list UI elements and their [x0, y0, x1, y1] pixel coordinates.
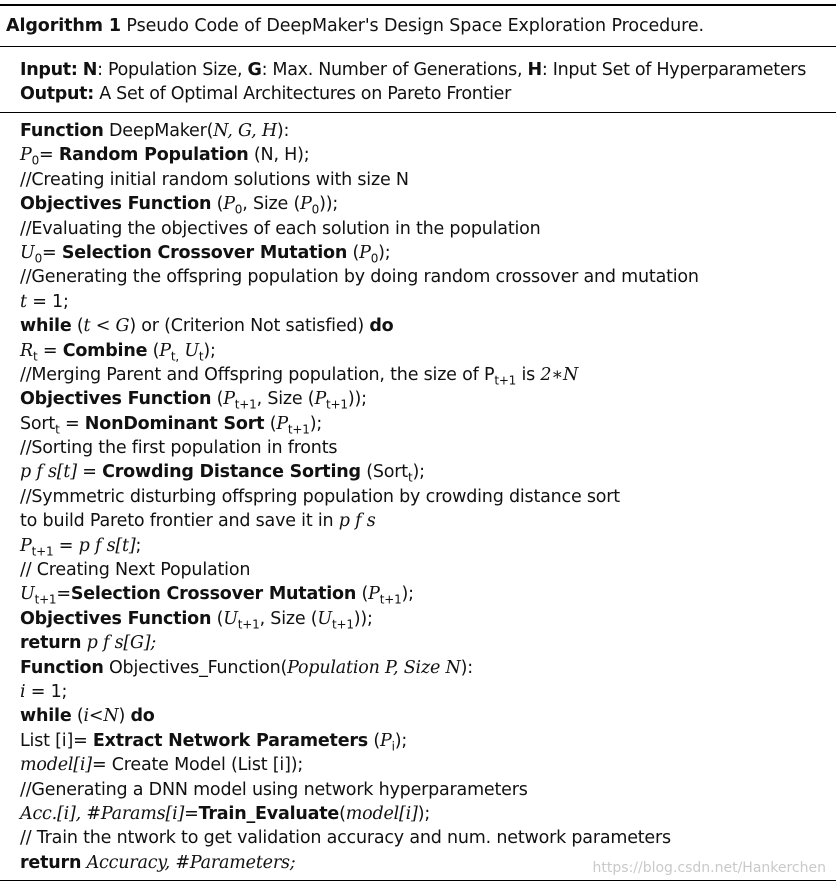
- code-token: U: [184, 340, 199, 361]
- code-token: 0: [234, 202, 243, 217]
- code-token: P: [223, 389, 235, 410]
- code-line: [20, 509, 699, 533]
- io-block: [20, 58, 832, 106]
- code-line: [20, 168, 699, 192]
- code-line: [20, 290, 699, 314]
- code-token: G: [247, 60, 262, 80]
- code-token: while: [20, 316, 72, 337]
- algorithm-title: Pseudo Code of DeepMaker's Design Space Exploration Procedure.: [126, 16, 704, 36]
- code-token: ) or (Criterion Not satisfied): [129, 316, 370, 337]
- code-token: p f s[G];: [86, 633, 157, 654]
- code-token: t: [407, 470, 413, 485]
- code-token: //Creating initial random solutions with size N: [20, 169, 409, 190]
- code-token: List [i]=: [20, 730, 93, 751]
- code-token: Function: [20, 657, 104, 678]
- code-token: : Population Size,: [97, 60, 248, 80]
- code-token: to build Pareto frontier and save it in: [20, 511, 339, 532]
- code-line: [20, 217, 699, 241]
- code-token: t: [20, 291, 27, 312]
- code-token: Train_Evaluate: [198, 803, 340, 824]
- code-token: 0: [370, 251, 379, 266]
- code-line: [20, 631, 699, 655]
- code-line: [20, 826, 699, 850]
- code-token: i: [20, 681, 26, 702]
- code-line: [20, 485, 699, 509]
- code-token: Crowding Distance Sorting: [102, 462, 361, 483]
- code-token: t+1: [234, 397, 257, 412]
- code-token: , Size (: [242, 194, 301, 215]
- code-token: (: [356, 584, 369, 605]
- code-token: N: [82, 60, 98, 80]
- code-token: P: [380, 730, 392, 751]
- code-line: [20, 265, 699, 289]
- code-token: );: [412, 462, 425, 483]
- algorithm-label: Algorithm 1: [6, 16, 121, 36]
- input-line: [20, 58, 832, 82]
- code-token: P: [20, 535, 32, 556]
- code-token: = 1;: [25, 681, 68, 702]
- code-token: Population P, Size N: [287, 657, 461, 678]
- code-token: p f s: [338, 511, 376, 532]
- code-token: =: [53, 535, 79, 556]
- code-line: [20, 778, 699, 802]
- code-token: //Sorting the first population in fronts: [20, 438, 338, 459]
- code-token: , Size (: [256, 389, 315, 410]
- output-line: [20, 82, 832, 106]
- algorithm-caption: [6, 16, 704, 36]
- code-token: = 1;: [26, 291, 69, 312]
- output-label: Output:: [20, 84, 94, 104]
- code-token: Sort: [20, 413, 56, 434]
- code-token: t: [198, 349, 204, 364]
- code-token: t+1: [31, 544, 54, 559]
- code-token: DeepMaker(: [103, 121, 214, 141]
- code-token: (: [211, 608, 224, 629]
- code-token: , Size (: [259, 608, 318, 629]
- code-token: do: [130, 706, 155, 727]
- code-token: Objectives_Function(: [103, 657, 288, 678]
- code-token: : Input Set of Hyperparameters: [541, 60, 807, 80]
- code-token: while: [20, 706, 72, 727]
- code-token: = Create Model (List [i]);: [91, 755, 304, 776]
- code-token: t+1: [326, 397, 348, 412]
- code-token: model[i]: [20, 755, 92, 776]
- code-line: [20, 534, 699, 558]
- code-line: [20, 412, 699, 436]
- code-token: return: [20, 852, 82, 873]
- watermark: https://blog.csdn.net/Hankerchen: [592, 860, 826, 876]
- code-token: t: [32, 349, 38, 364]
- code-token: 0: [34, 251, 42, 266]
- code-token: Random Population: [58, 145, 249, 166]
- code-line: [20, 387, 699, 411]
- code-token: //Symmetric disturbing offspring population by crowding distance sort: [20, 486, 620, 507]
- code-token: (: [71, 706, 84, 727]
- input-label: Input:: [20, 60, 78, 80]
- code-token: t+1: [331, 617, 354, 632]
- code-line: [20, 729, 699, 753]
- code-line: [20, 192, 699, 216]
- code-token: Objectives Function: [20, 194, 212, 215]
- code-token: H: [527, 60, 542, 80]
- code-token: (: [347, 242, 360, 263]
- code-token: P: [223, 194, 235, 215]
- code-token: (: [211, 389, 224, 410]
- code-token: is: [516, 364, 541, 385]
- code-token: (N, H);: [248, 145, 310, 166]
- code-token: Selection Crossover Mutation: [61, 242, 348, 263]
- code-token: P: [368, 584, 380, 605]
- code-token: =: [76, 462, 103, 483]
- code-line: [20, 143, 699, 167]
- code-token: t+1: [34, 592, 57, 607]
- input-description: [83, 60, 806, 80]
- io-rule: [0, 112, 836, 113]
- code-token: NonDominant Sort: [84, 413, 265, 434]
- code-line: [20, 704, 699, 728]
- code-line: [20, 314, 699, 338]
- code-token: t,: [170, 349, 179, 364]
- code-token: (: [147, 340, 160, 361]
- code-line: [20, 339, 699, 363]
- code-token: // Train the ntwork to get validation accuracy and num. network parameters: [20, 828, 671, 849]
- code-line: [20, 656, 699, 680]
- code-token: =: [56, 584, 71, 605]
- code-token: P: [359, 242, 371, 263]
- code-token: return: [20, 633, 82, 654]
- code-line: [20, 680, 699, 704]
- code-token: 0: [311, 202, 320, 217]
- code-line: [20, 119, 699, 143]
- code-token: p f s[t]: [20, 462, 77, 483]
- code-token: U: [20, 584, 35, 605]
- code-token: R: [20, 340, 33, 361]
- code-token: ): [118, 706, 131, 727]
- code-line: [20, 582, 699, 606]
- code-token: p f s[t]: [78, 535, 136, 556]
- code-line: [20, 436, 699, 460]
- code-token: t < G: [83, 316, 130, 337]
- code-token: 2∗N: [540, 364, 579, 385]
- code-token: //Generating the offspring population by doing random crossover and mutation: [20, 267, 699, 288]
- code-token: //Evaluating the objectives of each solution in the population: [20, 218, 541, 239]
- top-rule: [0, 4, 836, 6]
- code-token: );: [309, 413, 323, 434]
- code-token: );: [401, 584, 414, 605]
- code-token: : Max. Number of Generations,: [261, 60, 528, 80]
- bottom-rule: [0, 880, 836, 881]
- code-token: );: [378, 242, 391, 263]
- code-token: ));: [319, 194, 339, 215]
- code-line: [20, 607, 699, 631]
- code-token: U: [20, 242, 35, 263]
- code-token: //Merging Parent and Offspring population, the size of P: [20, 364, 495, 385]
- code-token: ):: [460, 657, 473, 678]
- code-line: [20, 241, 699, 265]
- code-token: //Generating a DNN model using network hyperparameters: [20, 779, 528, 800]
- code-token: // Creating Next Population: [20, 560, 251, 581]
- code-token: );: [394, 730, 408, 751]
- code-token: (Sort: [360, 462, 408, 483]
- code-token: 0: [31, 153, 40, 168]
- code-line: [20, 363, 699, 387]
- code-token: ));: [353, 608, 373, 629]
- code-token: N, G, H: [213, 121, 277, 141]
- code-token: =: [39, 145, 59, 166]
- code-token: (: [211, 194, 224, 215]
- code-token: U: [317, 608, 332, 629]
- code-line: [20, 558, 699, 582]
- code-token: Objectives Function: [20, 608, 212, 629]
- code-token: Selection Crossover Mutation: [70, 584, 357, 605]
- code-token: t+1: [494, 373, 517, 388]
- code-token: =: [59, 413, 85, 434]
- code-token: P: [276, 413, 288, 434]
- code-token: ;: [135, 535, 142, 556]
- code-token: t+1: [287, 422, 310, 437]
- code-token: t+1: [237, 617, 260, 632]
- code-token: model[i]: [345, 803, 418, 824]
- code-token: i: [391, 739, 395, 754]
- code-token: i<N: [83, 706, 119, 727]
- code-token: );: [203, 340, 216, 361]
- code-token: (: [264, 413, 277, 434]
- code-token: (: [368, 730, 381, 751]
- code-token: t: [55, 422, 60, 437]
- code-token: P: [314, 389, 327, 410]
- code-token: (: [71, 316, 84, 337]
- code-token: Combine: [62, 340, 148, 361]
- code-token: ):: [276, 121, 290, 141]
- code-token: U: [223, 608, 238, 629]
- code-token: P: [20, 145, 32, 166]
- code-token: Objectives Function: [20, 389, 212, 410]
- output-description: A Set of Optimal Architectures on Pareto Frontier: [99, 84, 512, 104]
- code-token: Accuracy, #Parameters;: [86, 852, 296, 873]
- code-token: ));: [347, 389, 367, 410]
- code-token: P: [300, 194, 312, 215]
- code-token: =: [184, 803, 199, 824]
- code-line: [20, 753, 699, 777]
- pseudo-code-body: [20, 119, 699, 875]
- code-token: =: [37, 340, 63, 361]
- code-token: Extract Network Parameters: [92, 730, 369, 751]
- code-token: Acc.[i], #Params[i]: [20, 803, 185, 824]
- code-token: (: [339, 803, 346, 824]
- code-token: P: [159, 340, 171, 361]
- code-token: );: [417, 803, 431, 824]
- code-token: =: [42, 242, 62, 263]
- code-token: Function: [20, 121, 104, 141]
- code-line: [20, 460, 699, 484]
- caption-rule: [0, 46, 836, 47]
- code-token: t+1: [379, 592, 402, 607]
- code-line: [20, 802, 699, 826]
- code-token: do: [369, 316, 394, 337]
